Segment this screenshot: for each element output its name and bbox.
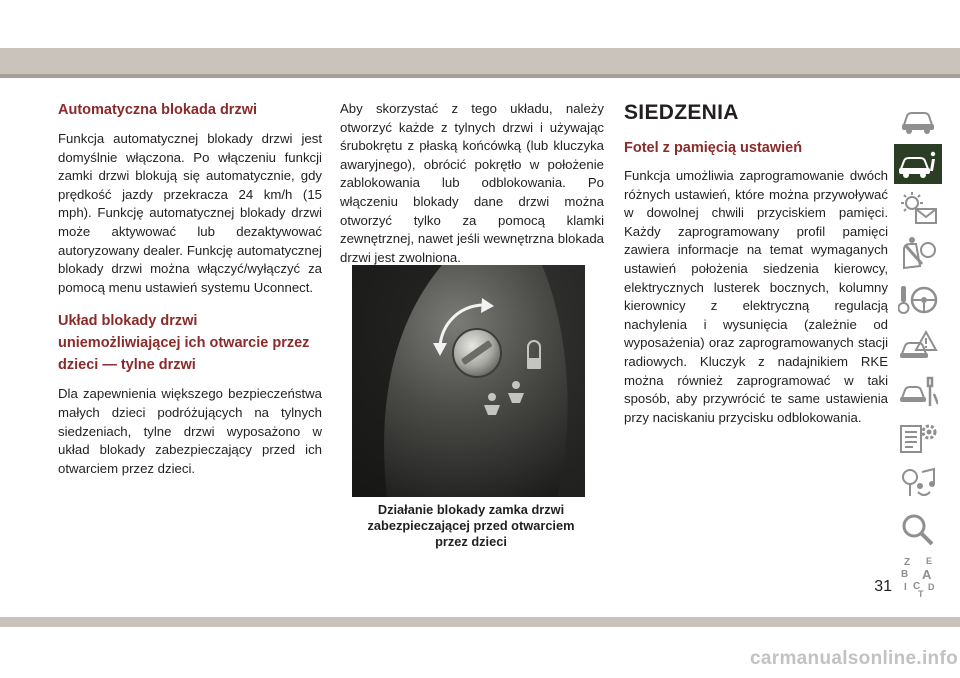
ignition-steering-icon xyxy=(898,282,938,318)
tab-multimedia[interactable] xyxy=(894,464,942,504)
photo-caption xyxy=(340,502,602,550)
heading-memory-seat: Fotel z pamięcią ustawień xyxy=(624,140,803,156)
index-letter-t: T xyxy=(918,589,924,598)
watermark: carmanualsonline.info xyxy=(750,648,958,669)
tab-emergency[interactable] xyxy=(894,326,942,366)
index-letter-c: C xyxy=(913,581,921,592)
car-info-icon xyxy=(898,149,938,179)
index-letters-icon xyxy=(898,554,938,598)
heading-auto-lock: Automatyczna blokada drzwi xyxy=(58,102,258,118)
section-title: SIEDZENIA xyxy=(624,101,739,124)
footer-band xyxy=(0,617,960,627)
column-left xyxy=(58,100,322,478)
car-icon xyxy=(899,105,937,135)
tab-car-info[interactable] xyxy=(894,144,942,184)
tab-servicing[interactable] xyxy=(894,372,942,412)
tab-starting-driving[interactable] xyxy=(894,280,942,320)
header-band xyxy=(0,48,960,74)
hazard-warning-car-icon xyxy=(898,328,938,364)
specs-gear-icon xyxy=(898,420,938,456)
child-lock-photo xyxy=(352,265,585,497)
tab-car[interactable] xyxy=(894,100,942,140)
index-letter-d: D xyxy=(928,582,935,592)
warning-lights-message-icon xyxy=(898,191,938,225)
caption-line1: Działanie blokady zamka drzwi xyxy=(377,502,565,517)
heading-child-lock-line3: dzieci — tylne drzwi xyxy=(58,357,196,374)
tab-safety[interactable] xyxy=(894,234,942,274)
tab-warning-lights[interactable] xyxy=(894,188,942,228)
heading-child-lock-line1: Układ blokady drzwi xyxy=(58,313,198,330)
paragraph-child-lock: Dla zapewnienia większego bezpieczeństwa małych dzieci podróżujących na tylnych siedzeniach, tylne drzwi wyposażono w układ blokady zabezpieczający przed ich otwarciem przez dzieci. xyxy=(58,386,322,476)
column-middle xyxy=(340,100,604,267)
paragraph-child-lock-usage: Aby skorzystać z tego układu, należy otworzyć każde z tylnych drzwi i używając śrubokrętu z płaską końcówką (lub kluczyka awaryjnego), obrócić pokrętło w położenie zablokowania lub odblokowania. Po włączeniu blokady dane drzwi można otworzyć tylko za pomocą klamki zewnętrznej, nawet jeśli wewnętrzna blokada drzwi jest zwolniona. xyxy=(340,101,604,265)
paragraph-auto-lock: Funkcja automatycznej blokady drzwi jest domyślnie włączona. Po włączeniu funkcji zamki drzwi blokują się automatycznie, gdy prędkość jazdy przekracza 24 km/h (15 mph). Funkcję automatycznej blokady drzwi może aktywować lub dezaktywować autoryzowany dealer. Funkcję automatycznej blokady drzwi można włączyć/wyłączyć za pomocą menu ustawień systemu Uconnect. xyxy=(58,131,322,295)
page-number: 31 xyxy=(874,578,892,595)
tab-technical-specs[interactable] xyxy=(894,418,942,458)
heading-child-lock-line2: uniemożliwiającej ich otwarcie przez xyxy=(58,335,310,352)
tab-search[interactable] xyxy=(894,510,942,550)
column-right xyxy=(624,100,888,427)
index-letter-i: I xyxy=(904,582,907,593)
caption-line2: zabezpieczającej przed otwarciem xyxy=(367,518,575,533)
seatbelt-airbag-icon xyxy=(898,236,938,272)
paragraph-memory-seat: Funkcja umożliwia zaprogramowanie dwóch różnych ustawień, które można przywoływać w dowolnej chwili przyciskiem pamięci. Każdy zaprogramowany profil pamięci zawiera informacje na temat wymaganych ustawień położenia siedzenia kierowcy, elektrycznych lusterek bocznych, kolumny kierownicy z elektryczną regulacją nachylenia i wysunięcia (zależnie od wyposażenia) oraz zaprogramowanych stacji radiowych. Kluczyk z nadajnikiem RKE można również zaprogramować w taki sposób, aby przywrócić te same ustawienia przy naciskaniu przycisku odblokowania. xyxy=(624,168,888,425)
index-letter-z: Z xyxy=(904,557,911,568)
index-letter-b: B xyxy=(901,569,909,580)
car-tools-icon xyxy=(898,374,938,410)
index-letter-e: E xyxy=(926,556,933,566)
tab-index[interactable] xyxy=(894,552,942,600)
index-letter-a: A xyxy=(922,567,932,582)
caption-line3: przez dzieci xyxy=(435,534,507,549)
header-band-shadow xyxy=(0,74,960,78)
search-icon xyxy=(898,512,938,548)
multimedia-icon xyxy=(898,466,938,502)
